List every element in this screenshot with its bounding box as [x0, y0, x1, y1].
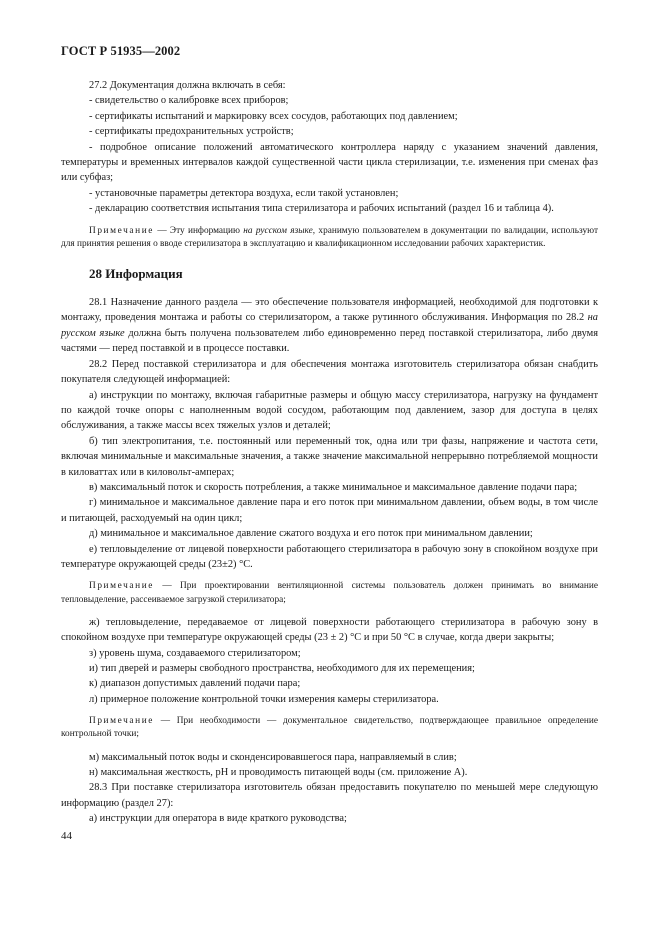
list-item: и) тип дверей и размеры свободного пространства, необходимого для их перемещения; — [89, 663, 475, 674]
document-body — [61, 78, 598, 827]
list-item: - сертификаты предохранительных устройств; — [89, 126, 294, 138]
note-control-point: Примечание — При необходимости — документальное свидетельство, подтверждающее правильное определение контрольной точки; — [61, 716, 598, 740]
paragraph-28-2: 28.2 Перед поставкой стерилизатора и для обеспечения монтажа изготовитель стерилизатора обязан снабдить покупателя следующей информацией: — [61, 358, 598, 386]
list-item: н) максимальная жесткость, pH и проводимость питающей воды (см. приложение А). — [89, 767, 468, 779]
note-27-2: Примечание — Эту информацию на русском языке, хранимую пользователем в документации по валидации, используют для принятия решения о вводе стерилизатора в эксплуатацию и квалификационном исследовании рабочих характеристик. — [61, 225, 599, 249]
paragraph-28-1: 28.1 Назначение данного раздела — это обеспечение пользователя информацией, необходимой для подготовки к монтажу, проведения монтажа и работы со стерилизатором, а также рутинного обслуживания. Информация по 28.2 на русском языке должна быть получена пользователем либо единовременно перед поставкой стерилизатора, либо двумя частями — перед поставкой и в процессе поставки. — [61, 297, 598, 355]
document-header: ГОСТ Р 51935—2002 — [61, 44, 181, 58]
list-item: г) минимальное и максимальное давление пара и его поток при минимальном давлении, объем воды, в том числе и питающей, расходуемый на один цикл; — [61, 497, 598, 524]
list-item: ж) тепловыделение, передаваемое от лицевой поверхности работающего стерилизатора в рабочую зону в спокойном воздухе при температуре окружающей среды (23 ± 2) °С и при 50 °С в случае, когда двери закрыты; — [61, 616, 598, 644]
list-item: б) тип электропитания, т.е. постоянный или переменный ток, одна или три фазы, напряжение и частота сети, включая минимальные и максимальные значения, а также значение максимальной непрерывно потребляемой мощности в киловаттах или в киловольт-амперах; — [61, 435, 598, 478]
list-item: - декларацию соответствия испытания типа стерилизатора и рабочих испытаний (раздел 16 и таблица 4). — [89, 203, 554, 215]
list-item: а) инструкции по монтажу, включая габаритные размеры и общую массу стерилизатора, нагрузку на фундамент по каждой точке опоры с наполненным водой сосудом, работающим под давлением, зазор для доступа в целях обслуживания, а также массы всех тяжелых узлов и деталей; — [61, 389, 598, 432]
list-item: м) максимальный поток воды и сконденсировавшегося пара, направляемый в слив; — [89, 751, 457, 763]
page-number: 44 — [61, 830, 72, 842]
note-label: Примечание — [89, 225, 154, 236]
list-item: в) максимальный поток и скорость потребления, а также минимальное и максимальное давление подачи пара; — [89, 481, 578, 493]
list-item: а) инструкции для оператора в виде краткого руководства; — [89, 813, 347, 825]
list-item: - подробное описание положений автоматического контроллера наряду с указанием значений давления, температуры и временных интервалов каждой существенной части цикла стерилизации, т.е. изменения при сменах фаз или субфаз; — [61, 141, 598, 184]
list-item: з) уровень шума, создаваемого стерилизатором; — [89, 647, 301, 659]
list-item: - установочные параметры детектора воздуха, если такой установлен; — [89, 187, 399, 199]
list-item: е) тепловыделение от лицевой поверхности работающего стерилизатора в рабочую зону в спокойном воздухе при температуре окружающей среды (23±2) °С. — [61, 543, 598, 570]
list-item: д) минимальное и максимальное давление сжатого воздуха и его поток при минимальном давлении; — [89, 528, 533, 540]
list-item: - сертификаты испытаний и маркировку всех сосудов, работающих под давлением; — [89, 110, 458, 122]
paragraph-28-3: 28.3 При поставке стерилизатора изготовитель обязан предоставить покупателю по меньшей мере следующую информацию (раздел 27): — [61, 782, 598, 809]
section-heading: 28 Информация — [89, 266, 183, 282]
paragraph-27-2-intro: 27.2 Документация должна включать в себя: — [89, 80, 286, 91]
list-item: - свидетельство о калибровке всех приборов; — [89, 95, 289, 107]
list-item: к) диапазон допустимых давлений подачи пара; — [89, 678, 301, 690]
list-item: л) примерное положение контрольной точки измерения камеры стерилизатора. — [89, 693, 439, 705]
note-ventilation: Примечание — При проектировании вентиляционной системы пользователь должен принимать во внимание тепловыделение, рассеиваемое загрузкой стерилизатора; — [61, 581, 598, 605]
